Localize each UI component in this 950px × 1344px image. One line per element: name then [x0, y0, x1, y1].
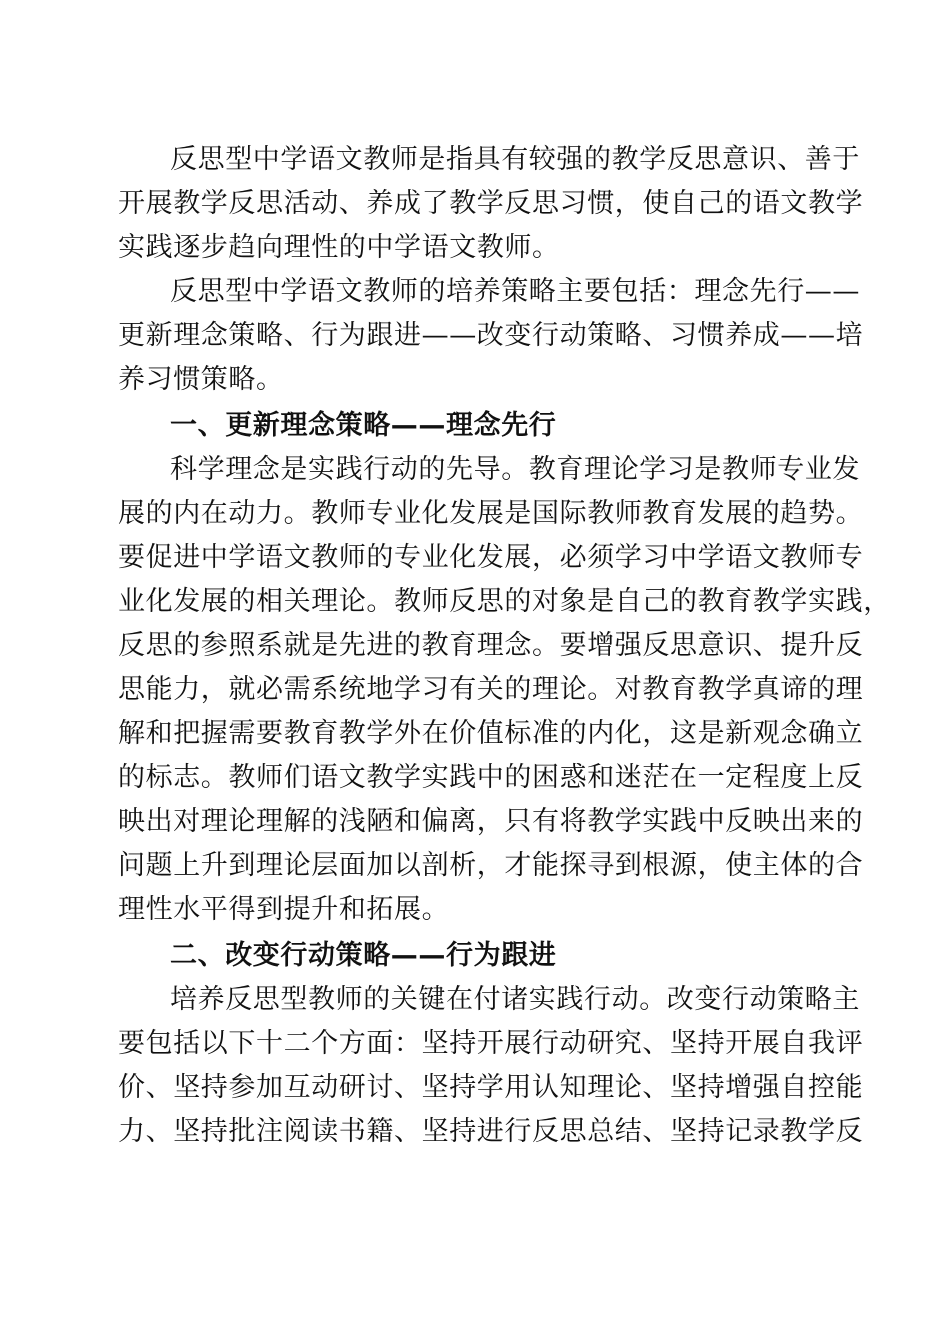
paragraph-1-line-1: 反思型中学语文教师是指具有较强的教学反思意识、善于: [170, 144, 860, 175]
paragraph-2-line-2: 更新理念策略、行为跟进——改变行动策略、习惯养成——培: [118, 320, 864, 351]
section-heading-2: 二、改变行动策略——行为跟进: [170, 940, 557, 971]
paragraph-3-line-2: 展的内在动力。教师专业化发展是国际教师教育发展的趋势。: [118, 498, 864, 529]
paragraph-3-line-8: 的标志。教师们语文教学实践中的困惑和迷茫在一定程度上反: [118, 762, 864, 793]
section-heading-1: 一、更新理念策略——理念先行: [170, 410, 557, 441]
paragraph-3-line-10: 问题上升到理论层面加以剖析，才能探寻到根源，使主体的合: [118, 850, 864, 881]
paragraph-4-line-4: 力、坚持批注阅读书籍、坚持进行反思总结、坚持记录教学反: [118, 1116, 864, 1147]
paragraph-3-line-9: 映出对理论理解的浅陋和偏离，只有将教学实践中反映出来的: [118, 806, 864, 837]
paragraph-3-line-3: 要促进中学语文教师的专业化发展，必须学习中学语文教师专: [118, 542, 864, 573]
paragraph-3-line-5: 反思的参照系就是先进的教育理念。要增强反思意识、提升反: [118, 630, 864, 661]
paragraph-1-line-2: 开展教学反思活动、养成了教学反思习惯，使自己的语文教学: [118, 188, 864, 219]
paragraph-2-line-3: 养习惯策略。: [118, 364, 284, 395]
paragraph-3-line-1: 科学理念是实践行动的先导。教育理论学习是教师专业发: [170, 454, 860, 485]
paragraph-1-line-3: 实践逐步趋向理性的中学语文教师。: [118, 232, 560, 263]
paragraph-4-line-3: 价、坚持参加互动研讨、坚持学用认知理论、坚持增强自控能: [118, 1072, 864, 1103]
paragraph-4-line-1: 培养反思型教师的关键在付诸实践行动。改变行动策略主: [170, 984, 860, 1015]
paragraph-3-line-6: 思能力，就必需系统地学习有关的理论。对教育教学真谛的理: [118, 674, 864, 705]
paragraph-3-line-4: 业化发展的相关理论。教师反思的对象是自己的教育教学实践，: [118, 586, 891, 617]
paragraph-3-line-11: 理性水平得到提升和拓展。: [118, 894, 450, 925]
paragraph-4-line-2: 要包括以下十二个方面：坚持开展行动研究、坚持开展自我评: [118, 1028, 864, 1059]
paragraph-3-line-7: 解和把握需要教育教学外在价值标准的内化，这是新观念确立: [118, 718, 864, 749]
paragraph-2-line-1: 反思型中学语文教师的培养策略主要包括：理念先行——: [170, 276, 860, 307]
